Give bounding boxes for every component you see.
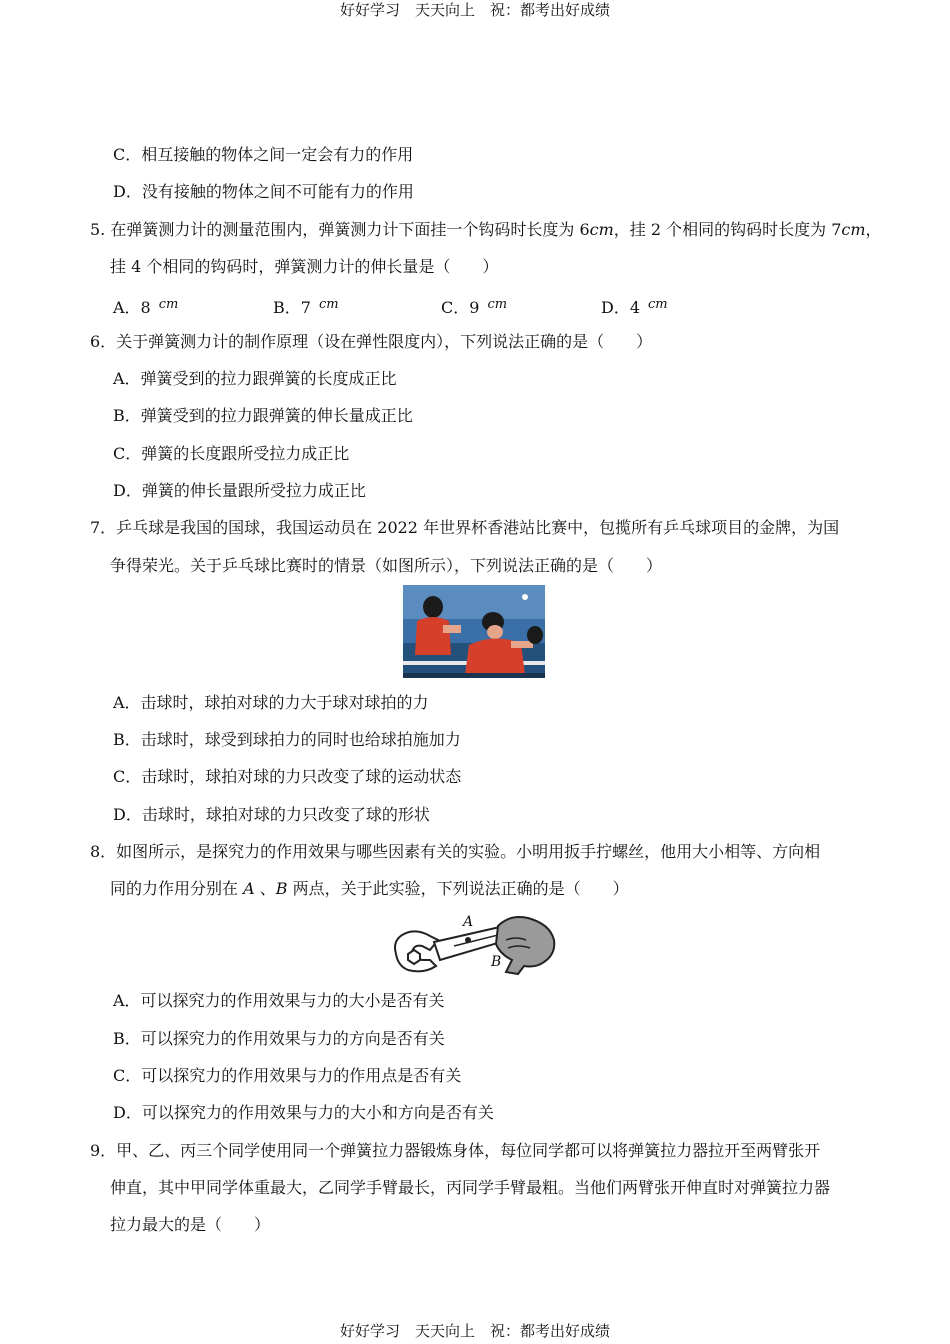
- q5-text-a: 5. 在弹簧测力计的测量范围内，弹簧测力计下面挂一个钩码时长度为 6: [90, 220, 590, 239]
- q5-option-a: [113, 295, 178, 318]
- q5-unit-2: cm: [841, 220, 866, 239]
- q9-stem-line1: 9．甲、乙、丙三个同学使用同一个弹簧拉力器锻炼身体，每位同学都可以将弹簧拉力器拉开至两臂张开: [90, 1141, 821, 1160]
- q6-option-c: C．弹簧的长度跟所受拉力成正比: [113, 444, 350, 463]
- q5-option-c-label: C．9: [441, 298, 480, 317]
- page-header: 好好学习 天天向上 祝：都考出好成绩: [339, 1, 610, 19]
- q5-text-c: ，: [865, 220, 882, 239]
- q5-stem-line1: [90, 220, 882, 240]
- q8-option-c: C．可以探究力的作用效果与力的作用点是否有关: [113, 1066, 462, 1085]
- table-tennis-photo: [403, 585, 545, 678]
- wrench-point-a-label: A: [463, 914, 474, 930]
- wrench-point-b-label: B: [491, 954, 502, 970]
- q8-var-b: B: [275, 879, 288, 898]
- q8-text-a: 同的力作用分别在: [110, 879, 244, 898]
- q5-option-a-unit: cm: [158, 297, 179, 312]
- q4-option-d: D．没有接触的物体之间不可能有力的作用: [113, 182, 414, 201]
- q5-option-a-label: A．8: [113, 298, 151, 317]
- q9-stem-line2: 伸直，其中甲同学体重最大，乙同学手臂最长，丙同学手臂最粗。当他们两臂张开伸直时对弹簧拉力器: [110, 1178, 831, 1197]
- q5-text-b: ，挂 2 个相同的钩码时长度为 7: [613, 220, 842, 239]
- q6-stem: 6．关于弹簧测力计的制作原理（设在弹性限度内），下列说法正确的是（ ）: [90, 332, 653, 351]
- q7-option-b: B．击球时，球受到球拍力的同时也给球拍施加力: [113, 730, 461, 749]
- q5-stem-line2: 挂 4 个相同的钩码时，弹簧测力计的伸长量是（ ）: [110, 257, 499, 276]
- q5-option-b-label: B．7: [273, 298, 311, 317]
- q6-option-d: D．弹簧的伸长量跟所受拉力成正比: [113, 481, 366, 500]
- q5-option-b: [273, 295, 339, 318]
- q7-stem-line2: 争得荣光。关于乒乓球比赛时的情景（如图所示），下列说法正确的是（ ）: [110, 556, 663, 575]
- q8-option-d: D．可以探究力的作用效果与力的大小和方向是否有关: [113, 1103, 494, 1122]
- q5-option-c-unit: cm: [487, 297, 508, 312]
- page-footer: 好好学习 天天向上 祝：都考出好成绩: [339, 1322, 610, 1340]
- q9-stem-line3: 拉力最大的是（ ）: [110, 1215, 271, 1234]
- q8-option-a: A．可以探究力的作用效果与力的大小是否有关: [113, 991, 445, 1010]
- q7-option-a: A．击球时，球拍对球的力大于球对球拍的力: [113, 693, 429, 712]
- q7-option-c: C．击球时，球拍对球的力只改变了球的运动状态: [113, 767, 462, 786]
- q5-option-c: [441, 295, 507, 318]
- q8-var-a: A: [243, 879, 255, 898]
- q5-unit-1: cm: [589, 220, 614, 239]
- q8-text-b: 两点，关于此实验，下列说法正确的是（ ）: [287, 879, 629, 898]
- q8-option-b: B．可以探究力的作用效果与力的方向是否有关: [113, 1029, 445, 1048]
- q5-option-d-label: D．4: [601, 298, 641, 317]
- q7-stem-line1: 7．乒乓球是我国的国球，我国运动员在 2022 年世界杯香港站比赛中，包揽所有乒乓球项目的金牌，为国: [90, 518, 840, 537]
- q8-text-sep: 、: [254, 879, 276, 898]
- q5-option-b-unit: cm: [318, 297, 339, 312]
- q5-option-d: [601, 295, 668, 318]
- q8-stem-line2: [110, 879, 629, 899]
- q4-option-c: C．相互接触的物体之间一定会有力的作用: [113, 145, 414, 164]
- q6-option-b: B．弹簧受到的拉力跟弹簧的伸长量成正比: [113, 406, 413, 425]
- q7-option-d: D．击球时，球拍对球的力只改变了球的形状: [113, 805, 430, 824]
- q5-option-d-unit: cm: [648, 297, 668, 312]
- q6-option-a: A．弹簧受到的拉力跟弹簧的长度成正比: [113, 369, 397, 388]
- wrench-diagram: [390, 910, 558, 976]
- q8-stem-line1: 8．如图所示，是探究力的作用效果与哪些因素有关的实验。小明用扳手拧螺丝，他用大小相等、方向相: [90, 842, 821, 861]
